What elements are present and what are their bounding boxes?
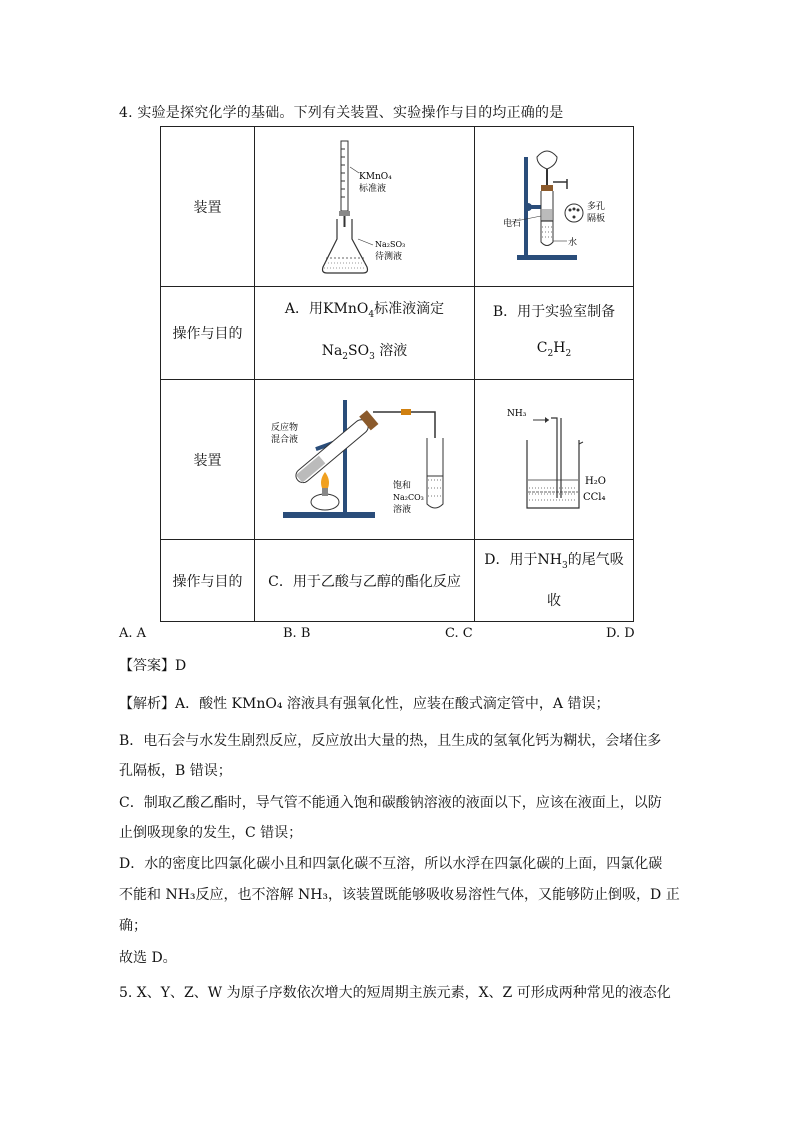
fig-b-label1: 多孔: [587, 202, 606, 212]
row-label-operation-2: 操作与目的: [161, 540, 255, 622]
fig-c-label2: 饱和: [393, 481, 412, 491]
operation-a: A．用KMnO$_4$标准液滴定 $Na_2SO_3$ 溶液: [255, 287, 475, 380]
fig-a-reagent2: Na₂SO₃: [375, 240, 406, 249]
analysis-line-7: 不能和 NH₃反应，也不溶解 NH₃，该装置既能够吸收易溶性气体，又能够防止倒吸，D 正: [119, 887, 680, 903]
option-a[interactable]: A. A: [119, 626, 147, 641]
analysis-line-4: C．制取乙酸乙酯时，导气管不能通入饱和碳酸钠溶液的液面以下，应该在液面上，以防: [119, 795, 662, 811]
operation-b: B．用于实验室制备 $C_2H_2$: [475, 287, 634, 380]
option-c[interactable]: C. C: [445, 626, 473, 641]
analysis-line-9: 故选 D。: [119, 950, 177, 966]
fig-c-label2c: 溶液: [393, 505, 412, 515]
figure-d-absorption: [475, 380, 634, 540]
analysis-line-6: D．水的密度比四氯化碳小且和四氯化碳不互溶，所以水浮在四氯化碳的上面，四氯化碳: [119, 856, 663, 872]
operation-c: C．用于乙酸与乙醇的酯化反应: [255, 540, 475, 622]
analysis-line-8: 确；: [119, 918, 147, 934]
analysis-line-3: 孔隔板，B 错误；: [119, 763, 232, 779]
operation-d: D．用于$NH_3$的尾气吸 收: [475, 540, 634, 622]
fig-d-label2: H₂O: [585, 476, 606, 487]
analysis-line-5: 止倒吸现象的发生，C 错误；: [119, 825, 303, 841]
fig-c-label2b: Na₂CO₃: [393, 493, 424, 502]
fig-a-reagent2b: 待测液: [375, 252, 403, 262]
option-b[interactable]: B. B: [283, 626, 311, 641]
figure-a-titration: [255, 127, 475, 287]
fig-b-label1b: 隔板: [587, 214, 606, 224]
fig-a-reagent1: KMnO₄: [359, 172, 392, 182]
row-label-operation-1: 操作与目的: [161, 287, 255, 380]
fig-d-label1: NH₃: [507, 409, 527, 419]
fig-b-label2: 电石: [503, 219, 522, 229]
fig-c-label1b: 混合液: [271, 435, 299, 445]
question5-title: 5. X、Y、Z、W 为原子序数依次增大的短周期主族元素，X、Z 可形成两种常见的液态化: [119, 985, 671, 1001]
answer-line: 【答案】D: [119, 658, 187, 674]
fig-a-reagent1b: 标准液: [359, 184, 387, 194]
option-d[interactable]: D. D: [606, 626, 635, 641]
analysis-line-1: 【解析】A．酸性 KMnO₄ 溶液具有强氧化性，应装在酸式滴定管中，A 错误；: [119, 696, 610, 712]
fig-c-label1: 反应物: [271, 423, 299, 433]
experiment-table: [160, 126, 634, 622]
row-label-device-2: 装置: [161, 380, 255, 540]
fig-b-label3: 水: [568, 238, 578, 248]
question-title: 4. 实验是探究化学的基础。下列有关装置、实验操作与目的均正确的是: [119, 105, 564, 121]
analysis-line-2: B．电石会与水发生剧烈反应，反应放出大量的热，且生成的氢氧化钙为糊状，会堵住多: [119, 733, 662, 749]
figure-c-esterification: [255, 380, 475, 540]
figure-b-acetylene: [475, 127, 634, 287]
row-label-device-1: 装置: [161, 127, 255, 287]
fig-d-label3: CCl₄: [583, 492, 606, 503]
